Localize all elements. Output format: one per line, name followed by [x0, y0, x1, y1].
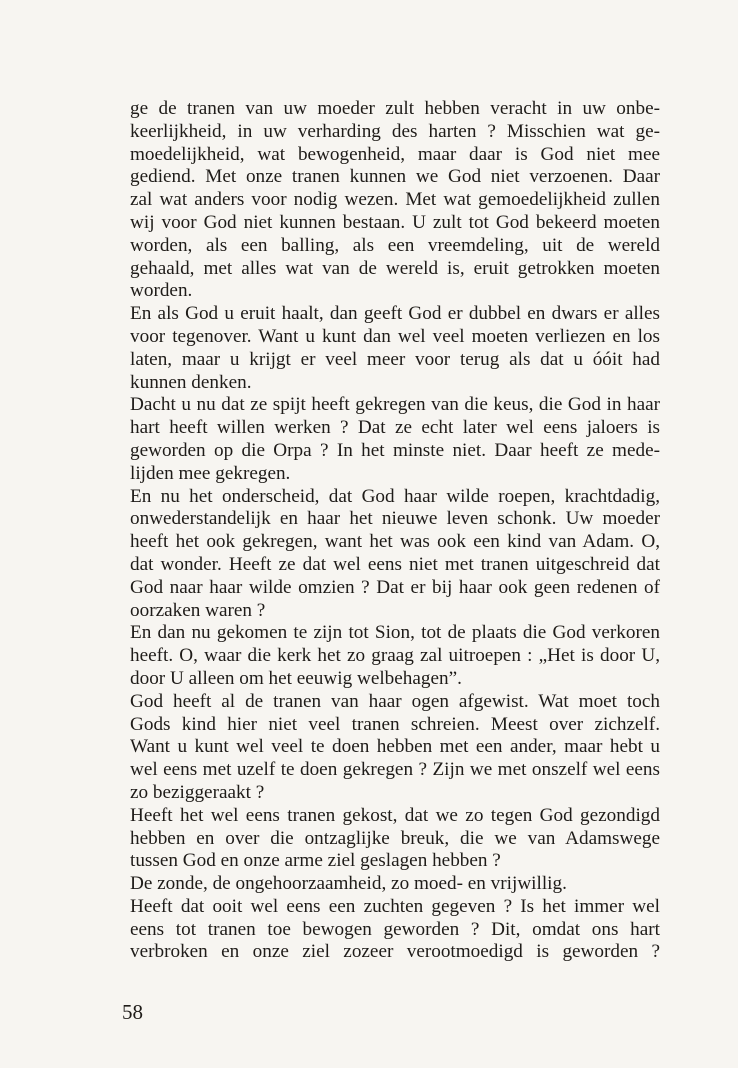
text-line: Heeft dat ooit wel eens een zuchten gegeven ? Is het immer wel — [130, 895, 660, 917]
text-line: voor tegenover. Want u kunt dan wel veel moeten verliezen en los — [130, 325, 660, 347]
text-line: verbroken en onze ziel zozeer verootmoedigd is geworden ? — [130, 941, 660, 963]
paragraph-1 — [130, 98, 660, 303]
paragraph-9 — [130, 896, 660, 964]
text-line: door U alleen om het eeuwig welbehagen”. — [130, 667, 462, 689]
text-line: heeft het ook gekregen, want het was ook een kind van Adam. O, — [130, 531, 660, 553]
text-line: moedelijkheid, wat bewogenheid, maar daar is God niet mee — [130, 143, 660, 165]
paragraph-4 — [130, 486, 660, 623]
text-line: gehaald, met alles wat van de wereld is, eruit getrokken moeten — [130, 257, 660, 279]
text-line: hart heeft willen werken ? Dat ze echt later wel eens jaloers is — [130, 417, 660, 439]
text-line: keerlijkheid, in uw verharding des harten ? Misschien wat ge- — [130, 120, 660, 142]
paragraph-7 — [130, 805, 660, 873]
text-line: De zonde, de ongehoorzaamheid, zo moed- en vrijwillig. — [130, 873, 567, 895]
text-line: En nu het onderscheid, dat God haar wilde roepen, krachtdadig, — [130, 485, 660, 507]
text-line: Want u kunt wel veel te doen hebben met een ander, maar hebt u — [130, 736, 660, 758]
text-line: worden, als een balling, als een vreemdeling, uit de wereld — [130, 234, 660, 256]
text-line: zo beziggeraakt ? — [130, 781, 265, 803]
text-line: God heeft al de tranen van haar ogen afgewist. Wat moet toch — [130, 690, 660, 712]
text-line: dat wonder. Heeft ze dat wel eens niet met tranen uitgeschreid dat — [130, 553, 660, 575]
text-line: En dan nu gekomen te zijn tot Sion, tot de plaats die God verkoren — [130, 622, 660, 644]
text-line: heeft. O, waar die kerk het zo graag zal uitroepen : „Het is door U, — [130, 645, 660, 667]
text-line: hebben en over die ontzaglijke breuk, die we van Adamswege — [130, 827, 660, 849]
text-line: eens tot tranen toe bewogen geworden ? Dit, omdat ons hart — [130, 918, 660, 940]
paragraph-8 — [130, 873, 660, 896]
paragraph-5 — [130, 622, 660, 690]
text-line: En als God u eruit haalt, dan geeft God er dubbel en dwars er alles — [130, 303, 660, 325]
text-line: tussen God en onze arme ziel geslagen hebben ? — [130, 850, 501, 872]
text-line: lijden mee gekregen. — [130, 462, 291, 484]
text-line: onwederstandelijk en haar het nieuwe leven schonk. Uw moeder — [130, 508, 660, 530]
page-number: 58 — [122, 1000, 143, 1024]
paragraph-6 — [130, 691, 660, 805]
text-line: geworden op die Orpa ? In het minste niet. Daar heeft ze mede- — [130, 439, 660, 461]
text-line: laten, maar u krijgt er veel meer voor terug als dat u óóit had — [130, 348, 660, 370]
paragraph-2 — [130, 303, 660, 394]
text-line: wij voor God niet kunnen bestaan. U zult tot God bekeerd moeten — [130, 211, 660, 233]
text-line: oorzaken waren ? — [130, 599, 266, 621]
text-line: zal wat anders voor nodig wezen. Met wat gemoedelijkheid zullen — [130, 189, 660, 211]
text-line: Dacht u nu dat ze spijt heeft gekregen van die keus, die God in haar — [130, 394, 660, 416]
body-text — [130, 98, 660, 964]
text-line: Gods kind hier niet veel tranen schreien. Meest over zichzelf. — [130, 713, 660, 735]
text-line: God naar haar wilde omzien ? Dat er bij haar ook geen redenen of — [130, 576, 660, 598]
text-line: worden. — [130, 280, 193, 302]
text-line: wel eens met uzelf te doen gekregen ? Zijn we met onszelf wel eens — [130, 759, 660, 781]
text-line: kunnen denken. — [130, 371, 252, 393]
text-line: ge de tranen van uw moeder zult hebben veracht in uw onbe- — [130, 98, 660, 119]
text-line: Heeft het wel eens tranen gekost, dat we zo tegen God gezondigd — [130, 804, 660, 826]
text-line: gediend. Met onze tranen kunnen we God niet verzoenen. Daar — [130, 166, 660, 188]
paragraph-3 — [130, 394, 660, 485]
